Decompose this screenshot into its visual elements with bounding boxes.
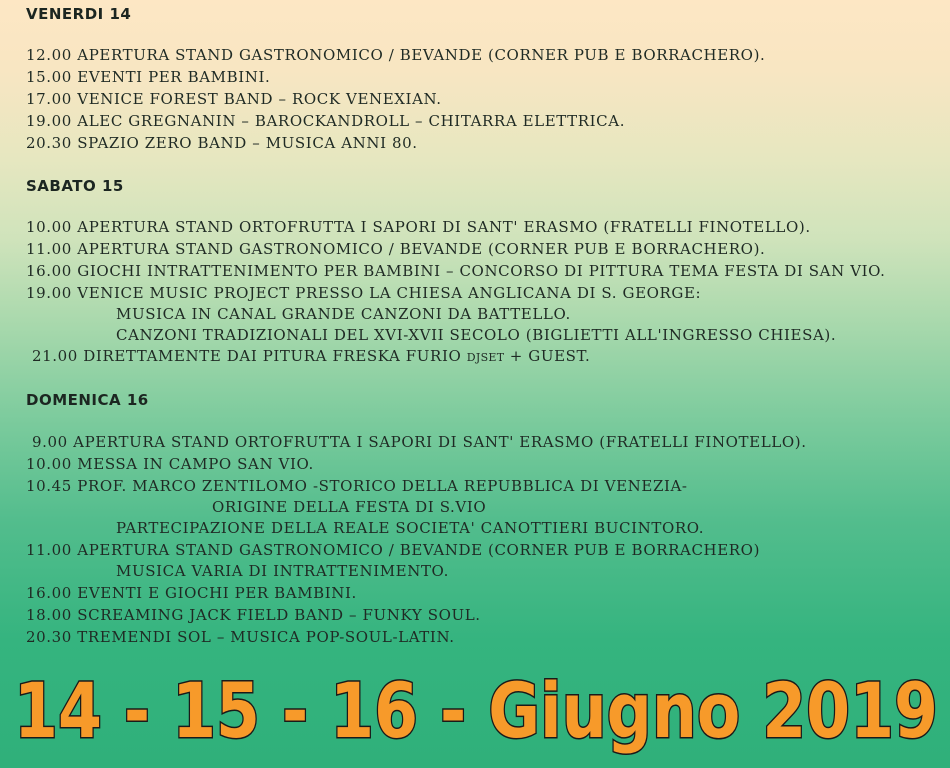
day-heading-saturday: SABATO 15 (26, 177, 124, 195)
event-line: 19.00 VENICE MUSIC PROJECT PRESSO LA CHIESA ANGLICANA DI S. GEORGE: (26, 284, 702, 302)
event-line-continuation: ORIGINE DELLA FESTA DI S.VIO (212, 498, 487, 516)
event-line: 16.00 EVENTI E GIOCHI PER BAMBINI. (26, 584, 357, 602)
event-line: 19.00 ALEC GREGNANIN – BAROCKANDROLL – CHITARRA ELETTRICA. (26, 112, 626, 130)
event-line-continuation: CANZONI TRADIZIONALI DEL XVI-XVII SECOLO (BIGLIETTI ALL'INGRESSO CHIESA). (116, 326, 837, 344)
event-line: 15.00 EVENTI PER BAMBINI. (26, 68, 271, 86)
event-line: 11.00 APERTURA STAND GASTRONOMICO / BEVANDE (CORNER PUB E BORRACHERO) (26, 541, 761, 559)
event-line: 10.00 APERTURA STAND ORTOFRUTTA I SAPORI DI SANT' ERASMO (FRATELLI FINOTELLO). (26, 218, 811, 236)
event-line-continuation: PARTECIPAZIONE DELLA REALE SOCIETA' CANOTTIERI BUCINTORO. (116, 519, 705, 537)
event-text: 21.00 DIRETTAMENTE DAI PITURA FRESKA FURIO (32, 347, 462, 365)
event-line: 17.00 VENICE FOREST BAND – ROCK VENEXIAN. (26, 90, 442, 108)
day-heading-sunday: DOMENICA 16 (26, 391, 149, 409)
event-line: 11.00 APERTURA STAND GASTRONOMICO / BEVANDE (CORNER PUB E BORRACHERO). (26, 240, 766, 258)
event-line-continuation: MUSICA VARIA DI INTRATTENIMENTO. (116, 562, 449, 580)
event-text-suffix: + GUEST. (509, 347, 591, 365)
event-line: 16.00 GIOCHI INTRATTENIMENTO PER BAMBINI – CONCORSO DI PITTURA TEMA FESTA DI SAN VIO. (26, 262, 886, 280)
event-line: 18.00 SCREAMING JACK FIELD BAND – FUNKY SOUL. (26, 606, 481, 624)
event-line-continuation: MUSICA IN CANAL GRANDE CANZONI DA BATTELLO. (116, 305, 571, 323)
event-line: 20.30 TREMENDI SOL – MUSICA POP-SOUL-LATIN. (26, 628, 455, 646)
date-headline (12, 655, 942, 765)
event-line: 10.45 PROF. MARCO ZENTILOMO -STORICO DELLA REPUBBLICA DI VENEZIA- (26, 477, 688, 495)
date-headline-text: 14 - 15 - 16 - Giugno 2019 (14, 666, 938, 755)
event-line: 10.00 MESSA IN CAMPO SAN VIO. (26, 455, 314, 473)
event-line: 9.00 APERTURA STAND ORTOFRUTTA I SAPORI DI SANT' ERASMO (FRATELLI FINOTELLO). (32, 433, 807, 451)
event-line (32, 347, 590, 365)
event-line: 20.30 SPAZIO ZERO BAND – MUSICA ANNI 80. (26, 134, 418, 152)
event-line: 12.00 APERTURA STAND GASTRONOMICO / BEVANDE (CORNER PUB E BORRACHERO). (26, 46, 766, 64)
djset-label: DJSET (466, 351, 505, 364)
day-heading-friday: VENERDI 14 (26, 5, 132, 23)
